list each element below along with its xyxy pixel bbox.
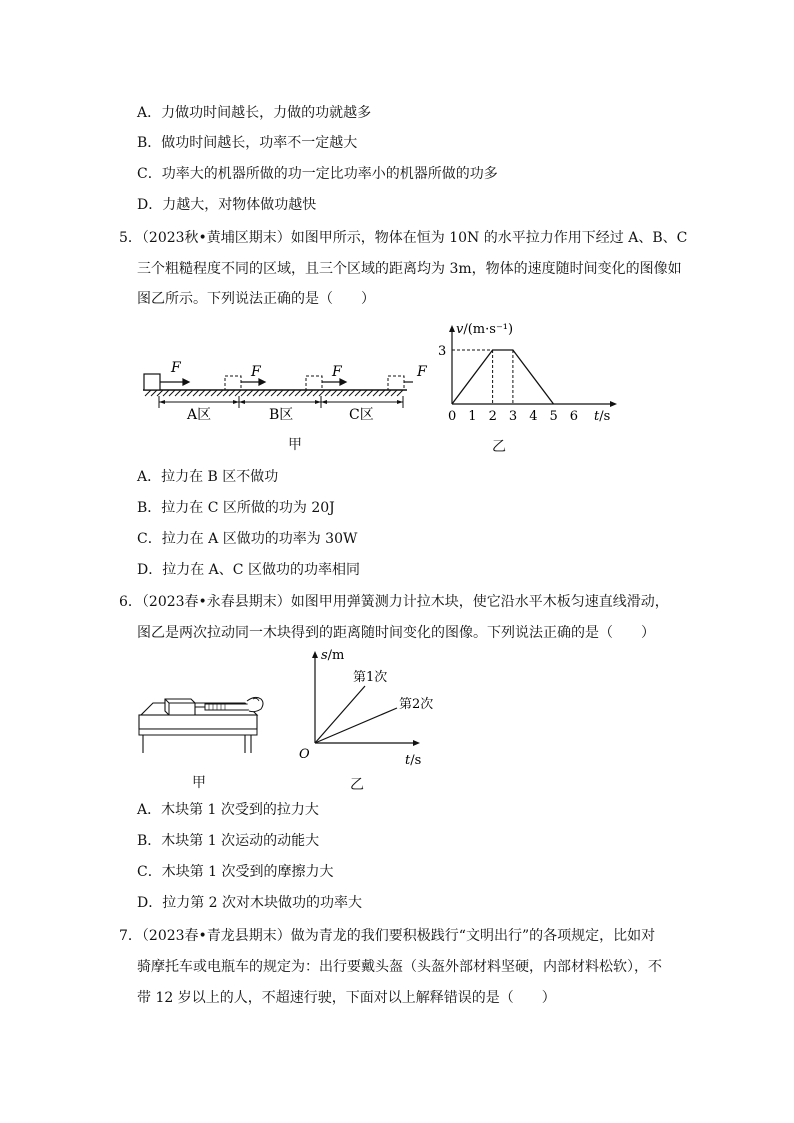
q5-stem-line2: 三个粗糙程度不同的区域，且三个区域的距离均为 3m，物体的速度随时间变化的图像如 xyxy=(137,261,682,277)
x-tick-label: 1 xyxy=(468,409,477,424)
q6-caption-jia: 甲 xyxy=(192,775,206,791)
zone-b-label: B区 xyxy=(269,407,294,423)
velocity-series-line xyxy=(452,350,554,404)
q5-vt-chart xyxy=(430,318,620,428)
force-label-1: F xyxy=(171,360,181,376)
q6-option-a: A．木块第 1 次受到的拉力大 xyxy=(137,802,319,818)
q6-st-chart xyxy=(295,640,455,770)
q7-stem-line2: 骑摩托车或电瓶车的规定为：出行要戴头盔（头盔外部材料坚硬，内部材料松软），不 xyxy=(137,959,662,975)
q5-option-b: B．拉力在 C 区所做的功为 20J xyxy=(137,500,335,516)
q5-figure-jia xyxy=(135,352,427,432)
series-label-1: 第1次 xyxy=(353,670,388,685)
force-label-4: F xyxy=(417,364,427,380)
x-tick-label: 3 xyxy=(508,409,518,424)
zone-c-label: C区 xyxy=(349,407,374,423)
x-tick-label: 4 xyxy=(529,409,538,424)
spring-scale xyxy=(205,704,249,710)
q5-caption-jia: 甲 xyxy=(288,437,302,453)
block xyxy=(144,374,160,390)
x-tick-label: 6 xyxy=(569,409,579,424)
q4-option-a: A．力做功时间越长，力做的功就越多 xyxy=(137,105,372,121)
q6-figure-jia xyxy=(135,685,270,765)
q6-stem-line2: 图乙是两次拉动同一木块得到的距离随时间变化的图像。下列说法正确的是（ ） xyxy=(137,625,655,641)
x-tick-label: 0 xyxy=(448,409,457,424)
q6-option-d: D．拉力第 2 次对木块做功的功率大 xyxy=(137,895,363,911)
q5-option-d: D．拉力在 A、C 区做功的功率相同 xyxy=(137,562,360,578)
q5-caption-yi: 乙 xyxy=(492,439,506,455)
hand xyxy=(247,697,263,711)
x-tick-label: 2 xyxy=(488,409,497,424)
q6-option-c: C．木块第 1 次受到的摩擦力大 xyxy=(137,864,334,880)
q6-stem-line1: 6．（2023春•永春县期末）如图甲用弹簧测力计拉木块，使它沿水平木板匀速直线滑动， xyxy=(119,594,669,610)
force-label-3: F xyxy=(332,364,342,380)
q5-option-c: C．拉力在 A 区做功的功率为 30W xyxy=(137,531,358,547)
y-axis-label: v/(m·s⁻¹) xyxy=(456,322,514,337)
series-line-1 xyxy=(315,686,365,743)
q5-stem-line1: 5．（2023秋•黄埔区期末）如图甲所示，物体在恒为 10N 的水平拉力作用下经过 A、B、C xyxy=(119,230,688,246)
q5-stem-line3: 图乙所示。下列说法正确的是（ ） xyxy=(137,291,375,307)
q4-option-b: B．做功时间越长，功率不一定越大 xyxy=(137,135,358,151)
q6-caption-yi: 乙 xyxy=(350,777,364,793)
q5-option-a: A．拉力在 B 区不做功 xyxy=(137,469,279,485)
q7-stem-line3: 带 12 岁以上的人，不超速行驶，下面对以上解释错误的是（ ） xyxy=(137,990,556,1006)
q7-stem-line1: 7．（2023春•青龙县期末）做为青龙的我们要积极践行“文明出行”的各项规定，比如对 xyxy=(119,928,656,944)
origin-label: O xyxy=(299,747,310,762)
force-label-2: F xyxy=(251,364,261,380)
x-axis-label: t/s xyxy=(405,753,422,768)
y-axis-label: s/m xyxy=(321,648,345,663)
q4-option-d: D．力越大，对物体做功越快 xyxy=(137,197,317,213)
x-tick-label: 5 xyxy=(549,409,558,424)
q4-option-c: C．功率大的机器所做的功一定比功率小的机器所做的功多 xyxy=(137,166,498,182)
x-axis-label: t/s xyxy=(594,409,611,424)
series-label-2: 第2次 xyxy=(399,697,434,712)
series-line-2 xyxy=(315,708,397,743)
q6-option-b: B．木块第 1 次运动的动能大 xyxy=(137,833,320,849)
zone-a-label: A区 xyxy=(187,407,212,423)
y-tick-label: 3 xyxy=(438,344,447,359)
